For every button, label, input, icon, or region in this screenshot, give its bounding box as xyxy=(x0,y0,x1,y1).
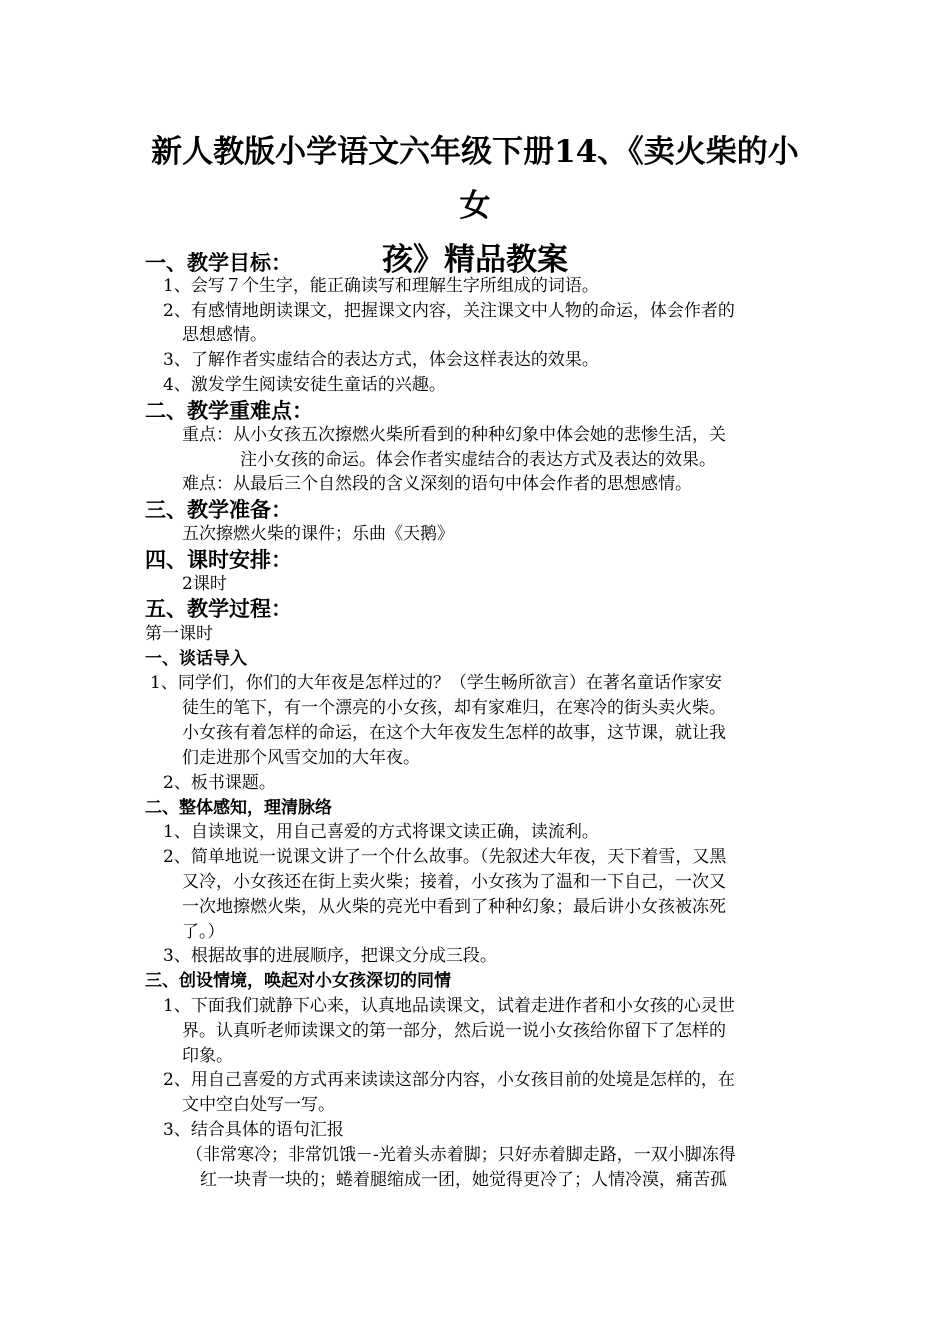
part2-line: 1、自读课文，用自己喜爱的方式将课文读正确，读流利。 xyxy=(163,822,599,842)
objective-item: 4、激发学生阅读安徒生童话的兴趣。 xyxy=(163,375,446,395)
part1-line: 2、板书课题。 xyxy=(163,773,276,793)
part-heading-intro: 一、谈话导入 xyxy=(145,649,247,669)
key-point-line: 重点：从小女孩五次擦燃火柴所看到的种种幻象中体会她的悲惨生活，关 xyxy=(182,425,726,445)
section-heading-objectives: 一、教学目标： xyxy=(145,250,292,275)
part1-line: 小女孩有着怎样的命运，在这个大年夜发生怎样的故事，这节课，就让我 xyxy=(182,723,726,743)
part3-line: 2、用自己喜爱的方式再来读读这部分内容，小女孩目前的处境是怎样的，在 xyxy=(163,1070,735,1090)
part2-line: 2、简单地说一说课文讲了一个什么故事。（先叙述大年夜，天下着雪，又黑 xyxy=(163,847,727,867)
objective-item: 1、会写７个生字，能正确读写和理解生字所组成的词语。 xyxy=(163,276,599,296)
schedule-text: 2课时 xyxy=(182,574,227,594)
objective-item: 3、了解作者实虚结合的表达方式，体会这样表达的效果。 xyxy=(163,350,599,370)
part2-line: 3、根据故事的进展顺序，把课文分成三段。 xyxy=(163,946,497,966)
part2-line: 了。） xyxy=(182,922,225,942)
section-heading-key-points: 二、教学重难点： xyxy=(145,398,313,423)
preparation-text: 五次擦燃火柴的课件；乐曲《天鹅》 xyxy=(182,524,454,544)
part3-line: 1、下面我们就静下心来，认真地品读课文，试着走进作者和小女孩的心灵世 xyxy=(163,996,735,1016)
lesson-label: 第一课时 xyxy=(145,624,213,644)
section-heading-process: 五、教学过程： xyxy=(145,596,292,621)
section-heading-preparation: 三、教学准备： xyxy=(145,497,292,522)
part2-line: 又冷，小女孩还在街上卖火柴；接着，小女孩为了温和一下自己，一次又 xyxy=(182,872,726,892)
section-heading-schedule: 四、课时安排： xyxy=(145,547,292,572)
part2-line: 一次地擦燃火柴，从火柴的亮光中看到了种种幻象；最后讲小女孩被冻死 xyxy=(182,897,726,917)
part3-line: （非常寒冷；非常饥饿－-光着头赤着脚；只好赤着脚走路，一双小脚冻得 xyxy=(186,1145,736,1165)
objective-item: 2、有感情地朗读课文，把握课文内容，关注课文中人物的命运，体会作者的 xyxy=(163,301,735,321)
difficult-point-line: 难点：从最后三个自然段的含义深刻的语句中体会作者的思想感情。 xyxy=(182,474,692,494)
title-line-1: 新人教版小学语文六年级下册14、《卖火柴的小女 xyxy=(151,134,799,224)
part3-line: 印象。 xyxy=(182,1046,233,1066)
part3-line: 3、结合具体的语句汇报 xyxy=(163,1120,344,1140)
key-point-line-cont: 注小女孩的命运。体会作者实虚结合的表达方式及表达的效果。 xyxy=(240,450,716,470)
part1-line: 1、同学们，你们的大年夜是怎样过的？（学生畅所欲言）在著名童话作家安 xyxy=(150,673,722,693)
part-heading-overview: 二、整体感知，理清脉络 xyxy=(145,798,332,818)
part1-line: 徒生的笔下，有一个漂亮的小女孩，却有家难归，在寒冷的街头卖火柴。 xyxy=(182,698,726,718)
part3-line: 文中空白处写一写。 xyxy=(182,1095,335,1115)
part-heading-scenario: 三、创设情境，唤起对小女孩深切的同情 xyxy=(145,971,451,991)
title-line-2: 孩》精品教案 xyxy=(382,242,568,278)
objective-item-cont: 思想感情。 xyxy=(182,325,267,345)
part3-line: 界。认真听老师读课文的第一部分，然后说一说小女孩给你留下了怎样的 xyxy=(182,1021,726,1041)
part1-line: 们走进那个风雪交加的大年夜。 xyxy=(182,748,420,768)
part3-line: 红一块青一块的；蜷着腿缩成一团，她觉得更冷了；人情冷漠，痛苦孤 xyxy=(200,1170,727,1190)
